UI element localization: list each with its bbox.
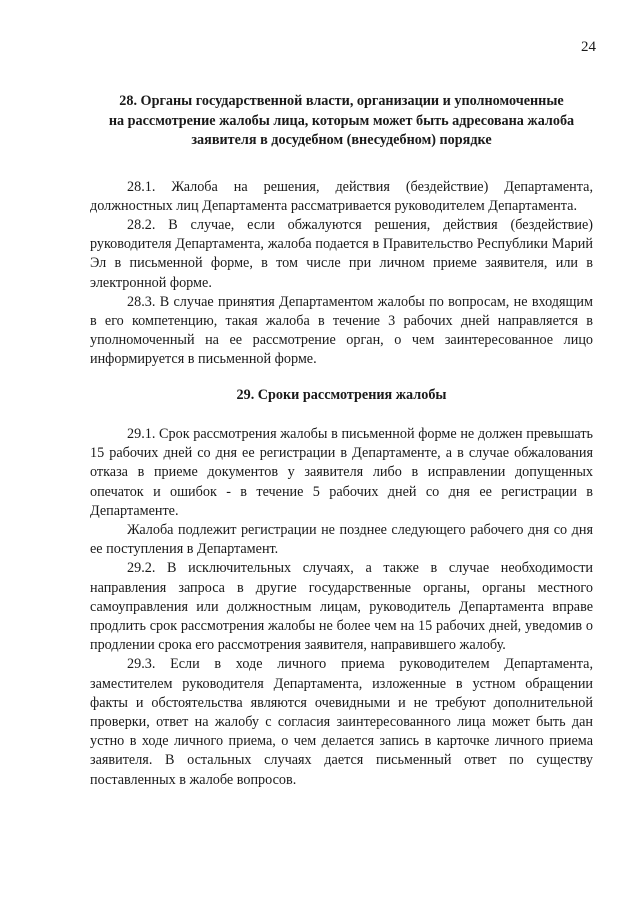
section-28-heading: [90, 92, 593, 151]
paragraph-28-2: 28.2. В случае, если обжалуются решения, действия (бездействие) руководителя Департамента, жалоба подается в Правительство Республики Марий Эл в письменной форме, в том числе при личном приеме заявителя, или в электронной форме.: [90, 216, 593, 291]
section-28-heading-line: 28. Органы государственной власти, организации и уполномоченные: [119, 93, 564, 109]
paragraph-29-3: 29.3. Если в ходе личного приема руководителем Департамента, заместителем руководителя Департамента, изложенные в устном обращении факты и обстоятельства являются очевидными и не требуют дополнительной проверки, ответ на жалобу с согласия заинтересованного лица может быть дан устно в ходе личного приема, о чем делается запись в карточке личного приема заявителя. В остальных случаях дается письменный ответ по существу поставленных в жалобе вопросов.: [90, 656, 593, 788]
section-29-heading: 29. Сроки рассмотрения жалобы: [236, 386, 447, 403]
paragraph-29-2: 29.2. В исключительных случаях, а также в случае необходимости направления запроса в другие государственные органы, органы местного самоуправления или должностным лицам, руководитель Департамента вправе продлить срок рассмотрения жалобы не более чем на 15 рабочих дней, уведомив о продлении срока его рассмотрения заявителя, направившего жалобу.: [90, 560, 593, 654]
paragraph-28-3: 28.3. В случае принятия Департаментом жалобы по вопросам, не входящим в его компетенцию, такая жалоба в течение 3 рабочих дней направляется в уполномоченный на ее рассмотрение орган, о чем заинтересованное лицо информируется в письменной форме.: [90, 293, 593, 368]
section-28-body: [90, 178, 593, 370]
page-number: 24: [581, 39, 596, 55]
document-body: [90, 92, 593, 790]
paragraph-29-registration: Жалоба подлежит регистрации не позднее следующего рабочего дня со дня ее поступления в Департамент.: [90, 522, 593, 558]
section-29-body: [90, 425, 593, 790]
section-28-heading-line: заявителя в досудебном (внесудебном) порядке: [191, 132, 492, 148]
paragraph-28-1: 28.1. Жалоба на решения, действия (бездействие) Департамента, должностных лиц Департамента рассматривается руководителем Департамента.: [90, 178, 593, 214]
paragraph-29-1: 29.1. Срок рассмотрения жалобы в письменной форме не должен превышать 15 рабочих дней со дня ее регистрации в Департаменте, а в случае обжалования отказа в приеме документов у заявителя либо в исправлении допущенных опечаток и ошибок - в течение 5 рабочих дней со дня ее регистрации в Департаменте.: [90, 426, 593, 519]
section-28-heading-line: на рассмотрение жалобы лица, которым может быть адресована жалоба: [108, 112, 575, 129]
